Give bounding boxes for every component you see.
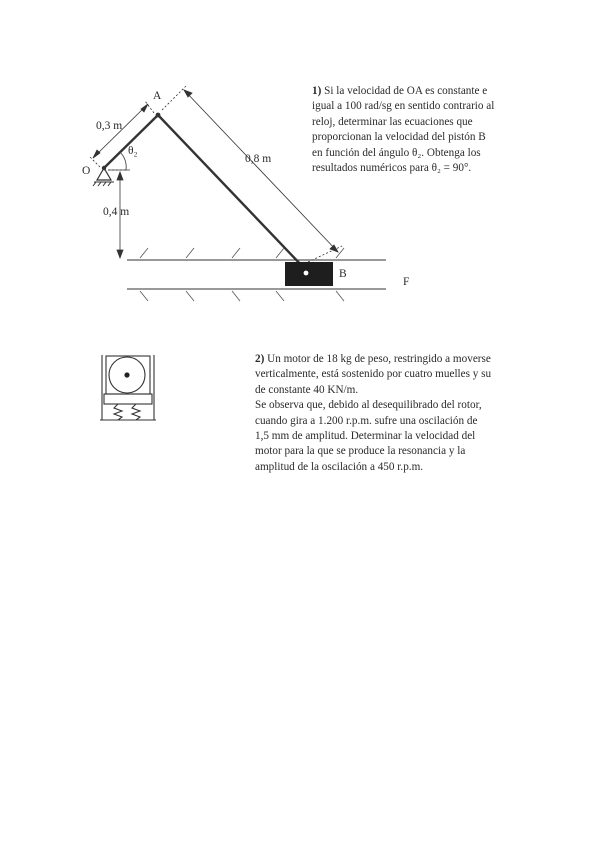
problem2-line-1: 2) Un motor de 18 kg de peso, restringido a moverse bbox=[255, 353, 491, 365]
problem1-line-3: reloj, determinar las ecuaciones que bbox=[312, 115, 473, 128]
connecting-rod-ab bbox=[158, 115, 304, 268]
label-f: F bbox=[403, 276, 410, 288]
label-o: O bbox=[82, 165, 91, 177]
label-theta: θ₂ bbox=[128, 145, 138, 157]
label-a: A bbox=[153, 90, 162, 102]
piston-b bbox=[285, 262, 333, 286]
label-rod-length: 0,8 m bbox=[245, 153, 272, 165]
problem1-line-5: en función del ángulo θ₂. Obtenga los bbox=[312, 146, 481, 159]
problem2-number: 2) bbox=[255, 353, 265, 365]
theta-arc bbox=[120, 152, 126, 170]
joint-a bbox=[156, 113, 161, 118]
problem2-line-4: Se observa que, debido al desequilibrado del rotor, bbox=[255, 399, 482, 412]
problem1-line-2: igual a 100 rad/sg en sentido contrario al bbox=[312, 100, 495, 113]
problem1-line-6: resultados numéricos para θ₂ = 90°. bbox=[312, 162, 472, 175]
label-height: 0,4 m bbox=[103, 206, 130, 218]
label-b: B bbox=[339, 268, 347, 280]
label-crank-length: 0,3 m bbox=[96, 120, 123, 132]
pivot-support bbox=[93, 168, 114, 186]
problem1-line-1: 1) Si la velocidad de OA es constante e bbox=[312, 85, 488, 97]
guide-rails bbox=[127, 260, 386, 289]
piston-pin bbox=[304, 271, 309, 276]
problem1-number: 1) bbox=[312, 85, 322, 97]
problem2-line-2: verticalmente, está sostenido por cuatro muelles y su bbox=[255, 368, 492, 381]
problem2-line-3: de constante 40 KN/m. bbox=[255, 383, 359, 396]
joint-o bbox=[102, 166, 106, 170]
problem1-line-4: proporcionan la velocidad del pistón B bbox=[312, 131, 486, 144]
problem2-line-8: amplitud de la oscilación a 450 r.p.m. bbox=[255, 460, 424, 473]
rail-hatch-top bbox=[140, 248, 344, 258]
problem2-line-6: 1,5 mm de amplitud. Determinar la velocidad del bbox=[255, 430, 476, 443]
problem2-text bbox=[255, 352, 491, 475]
crank-dimension bbox=[90, 101, 154, 167]
problem2-line-5: cuando gira a 1.200 r.p.m. sufre una oscilación de bbox=[255, 414, 478, 427]
rail-hatch-bottom bbox=[140, 291, 344, 301]
problem2-line-7: motor para la que se produce la resonancia y la bbox=[255, 445, 466, 458]
problem1-text bbox=[312, 84, 494, 176]
